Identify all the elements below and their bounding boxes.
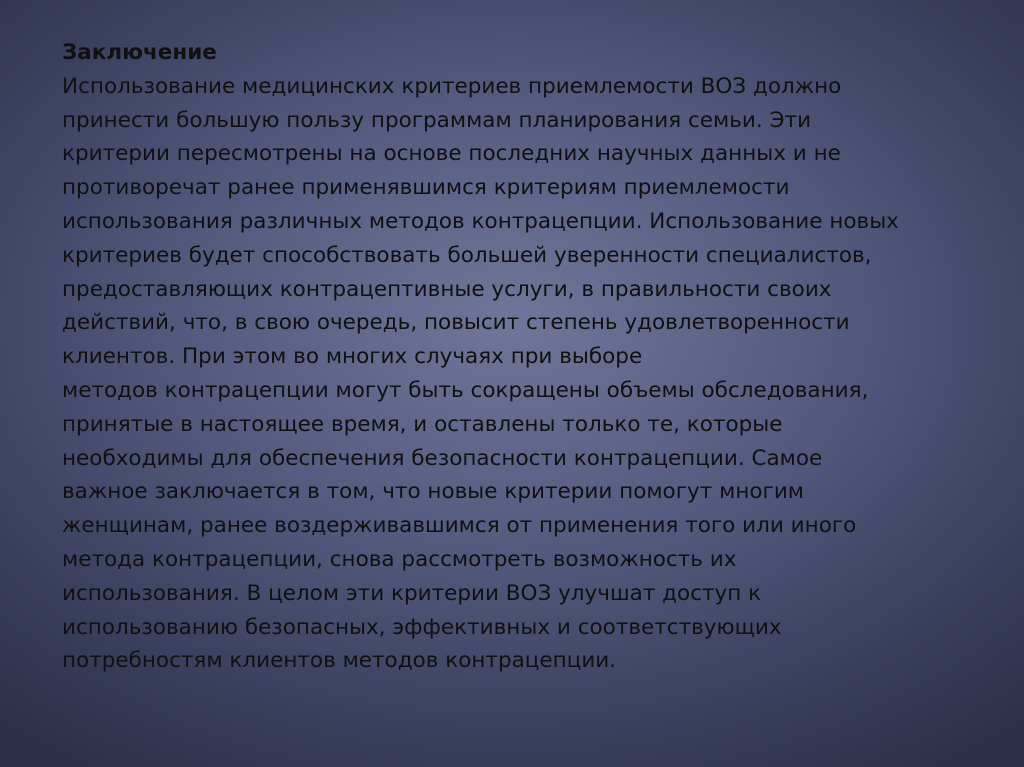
- body-line: использованию безопасных, эффективных и соответствующих: [62, 614, 782, 640]
- body-line: противоречат ранее применявшимся критериям приемлемости: [62, 175, 790, 201]
- body-line: использования различных методов контрацепции. Использование новых: [62, 208, 899, 234]
- slide-heading: Заключение: [62, 40, 217, 65]
- body-line: принятые в настоящее время, и оставлены только те, которые: [62, 411, 783, 437]
- body-line: принести большую пользу программам планирования семьи. Эти: [62, 107, 812, 133]
- body-line: необходимы для обеспечения безопасности контрацепции. Самое: [62, 445, 823, 471]
- body-line: метода контрацепции, снова рассмотреть возможность их: [62, 546, 737, 572]
- body-line: предоставляющих контрацептивные услуги, в правильности своих: [62, 276, 832, 302]
- body-line: использования. В целом эти критерии ВОЗ улучшат доступ к: [62, 580, 762, 606]
- body-line: критериев будет способствовать большей уверенности специалистов,: [62, 242, 872, 268]
- body-line: потребностям клиентов методов контрацепции.: [62, 648, 617, 674]
- body-line: клиентов. При этом во многих случаях при выборе: [62, 344, 643, 370]
- body-line: женщинам, ранее воздерживавшимся от применения того или иного: [62, 513, 857, 539]
- body-line: Использование медицинских критериев приемлемости ВОЗ должно: [62, 73, 842, 99]
- slide-text-block: [62, 36, 962, 678]
- body-line: методов контрацепции могут быть сокращены объемы обследования,: [62, 377, 869, 403]
- body-line: важное заключается в том, что новые критерии помогут многим: [62, 479, 805, 505]
- body-line: критерии пересмотрены на основе последних научных данных и не: [62, 141, 841, 167]
- body-line: действий, что, в свою очередь, повысит степень удовлетворенности: [62, 310, 850, 336]
